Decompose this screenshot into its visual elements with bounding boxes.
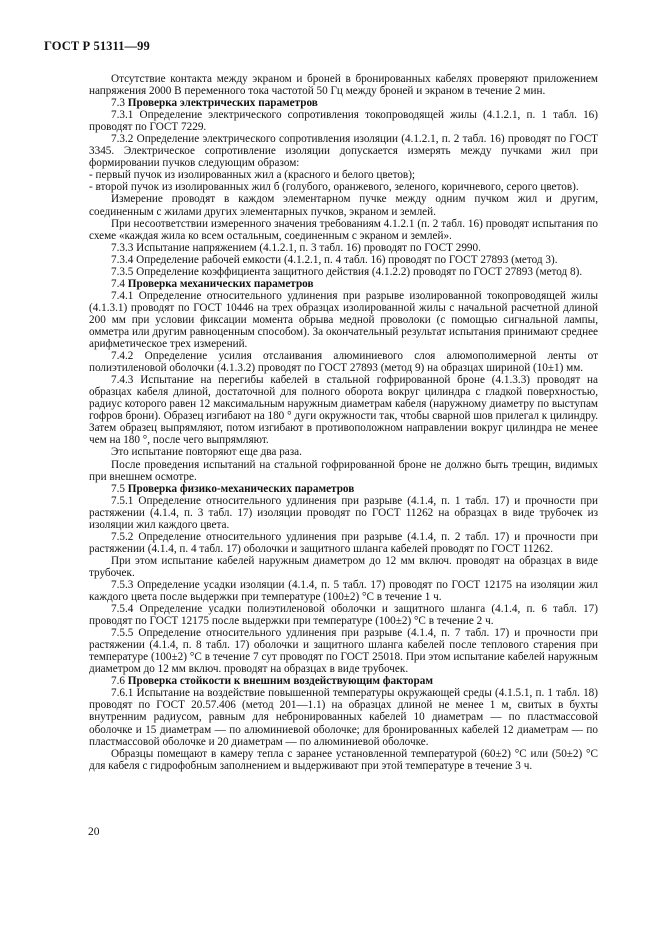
paragraph-7-4-1: 7.4.1 Определение относительного удлинения при разрыве изолированной токопроводящей жилы (4.1.3.1) проводят по ГОСТ 10446 на трех образцах изолированной жилы с начальной расчетной длиной 200 мм при условии фиксации момента обрыва медной проволоки (с помощью сигнальной лампы, омметра или другим равноценным способом). За окончательный результат испытания принимают среднее арифметическое трех измерений.	[89, 289, 598, 351]
document-body	[89, 73, 598, 772]
paragraph-7-3-3: 7.3.3 Испытание напряжением (4.1.2.1, п. 3 табл. 16) проводят по ГОСТ 2990.	[111, 241, 481, 254]
paragraph-7-6-1: 7.6.1 Испытание на воздействие повышенной температуры окружающей среды (4.1.5.1, п. 1 табл. 18) проводят по ГОСТ 20.57.406 (метод 201—1.1) на образцах длиной не менее 1 м, свитых в бухты внутренним радиусом, равным для небронированных кабелей 10 диаметрам — по пластмассовой оболочке и 15 диаметрам — по алюминиевой оболочке; для бронированных кабелей 12 диаметрам — по пластмассовой оболочке и 20 диаметрам — по алюминиевой оболочке.	[89, 687, 598, 748]
list-item: - второй пучок из изолированных жил б (голубого, оранжевого, зеленого, коричневого, серого цветов).	[89, 181, 579, 194]
paragraph-7-3-4: 7.3.4 Определение рабочей емкости (4.1.2.1, п. 4 табл. 16) проводят по ГОСТ 27893 (метод 3).	[111, 253, 558, 266]
paragraph-7-3-5: 7.3.5 Определение коэффициента защитного действия (4.1.2.2) проводят по ГОСТ 27893 (метод 8).	[111, 265, 583, 278]
paragraph-7-5-4: 7.5.4 Определение усадки полиэтиленовой оболочки и защитного шланга (4.1.4, п. 6 табл. 17) проводят по ГОСТ 12175 после выдержки при температуре (100±2) °С в течение 2 ч.	[89, 603, 598, 628]
paragraph-7-4-2: 7.4.2 Определение усилия отслаивания алюминиевого слоя алюмополимерной ленты от полиэтиленовой оболочки (4.1.3.2) проводят по ГОСТ 27893 (метод 9) на образцах шириной (10±1) мм.	[89, 350, 598, 375]
section-heading-7-6: 7.6 Проверка стойкости к внешним воздействующим факторам	[111, 675, 433, 688]
paragraph-7-5-3: 7.5.3 Определение усадки изоляции (4.1.4, п. 5 табл. 17) проводят по ГОСТ 12175 на изоляции жил каждого цвета после выдержки при температуре (100±2) °С в течение 1 ч.	[89, 578, 598, 604]
section-heading-7-3: 7.3 Проверка электрических параметров	[111, 97, 318, 110]
paragraph-7-3-1: 7.3.1 Определение электрического сопротивления токопроводящей жилы (4.1.2.1, п. 1 табл. 16) проводят по ГОСТ 7229.	[89, 109, 598, 134]
paragraph: Это испытание повторяют еще два раза.	[111, 446, 302, 459]
page-number: 20	[88, 826, 100, 838]
paragraph-7-4-3: 7.4.3 Испытание на перегибы кабелей в стальной гофрированной броне (4.1.3.3) проводят на образцах кабеля длиной, достаточной для полного оборота вокруг цилиндра с гладкой поверхностью, радиус которого равен 12 максимальным наружным диаметрам кабеля (наружному диаметру по выступам гофров брони). Образец изгибают на 180 ° дуги окружности так, чтобы сварной шов прилегал к цилиндру. Затем образец выпрямляют, потом изгибают в противоположном направлении вокруг цилиндра не менее чем на 180 °, после чего выпрямляют.	[89, 374, 598, 447]
section-heading-7-5: 7.5 Проверка физико-механических параметров	[111, 482, 355, 495]
document-header: ГОСТ Р 51311—99	[44, 39, 150, 53]
paragraph: Измерение проводят в каждом элементарном пучке между одним пучком жил и другим, соединенным с жилами других элементарных пучков, экраном и землей.	[89, 193, 598, 218]
paragraph: Образцы помещают в камеру тепла с заранее установленной температурой (60±2) °С или (50±2) °С для кабеля с гидрофобным заполнением и выдерживают при этой температуре в течение 3 ч.	[89, 747, 598, 772]
paragraph: Отсутствие контакта между экраном и броней в бронированных кабелях проверяют приложением напряжения 2000 В переменного тока частотой 50 Гц между броней и экраном в течение 2 мин.	[89, 73, 598, 98]
paragraph: После проведения испытаний на стальной гофрированной броне не должно быть трещин, видимых при внешнем осмотре.	[89, 458, 598, 483]
paragraph: При этом испытание кабелей наружным диаметром до 12 мм включ. проводят на образцах в виде трубочек.	[89, 554, 598, 579]
section-heading-7-4: 7.4 Проверка механических параметров	[111, 277, 314, 290]
paragraph-7-5-5: 7.5.5 Определение относительного удлинения при разрыве (4.1.4, п. 7 табл. 17) и прочности при растяжении (4.1.4, п. 8 табл. 17) оболочки и защитного шланга кабелей после теплового старения при температуре (100±2) °С в течение 7 сут проводят по ГОСТ 25018. При этом испытание кабелей наружным диаметром до 12 мм включ. проводят на образцах в виде трубочек.	[89, 627, 598, 676]
paragraph-7-5-1: 7.5.1 Определение относительного удлинения при разрыве (4.1.4, п. 1 табл. 17) и прочности при растяжении (4.1.4, п. 3 табл. 17) изоляции проводят по ГОСТ 11262 на образцах в виде трубочек из изоляции жил каждого цвета.	[89, 494, 598, 531]
paragraph-7-5-2: 7.5.2 Определение относительного удлинения при разрыве (4.1.4, п. 2 табл. 17) и прочности при растяжении (4.1.4, п. 4 табл. 17) оболочки и защитного шланга кабелей проводят по ГОСТ 11262.	[89, 530, 598, 555]
paragraph: При несоответствии измеренного значения требованиям 4.1.2.1 (п. 2 табл. 16) проводят испытания по схеме «каждая жила ко всем остальным, соединенным с экраном и землей».	[89, 217, 598, 242]
list-item: - первый пучок из изолированных жил а (красного и белого цветов);	[89, 169, 416, 182]
paragraph-7-3-2: 7.3.2 Определение электрического сопротивления изоляции (4.1.2.1, п. 2 табл. 16) проводят по ГОСТ 3345. Электрическое сопротивление изоляции допускается измерять между пучками жил при формировании пучков следующим образом:	[89, 133, 598, 170]
